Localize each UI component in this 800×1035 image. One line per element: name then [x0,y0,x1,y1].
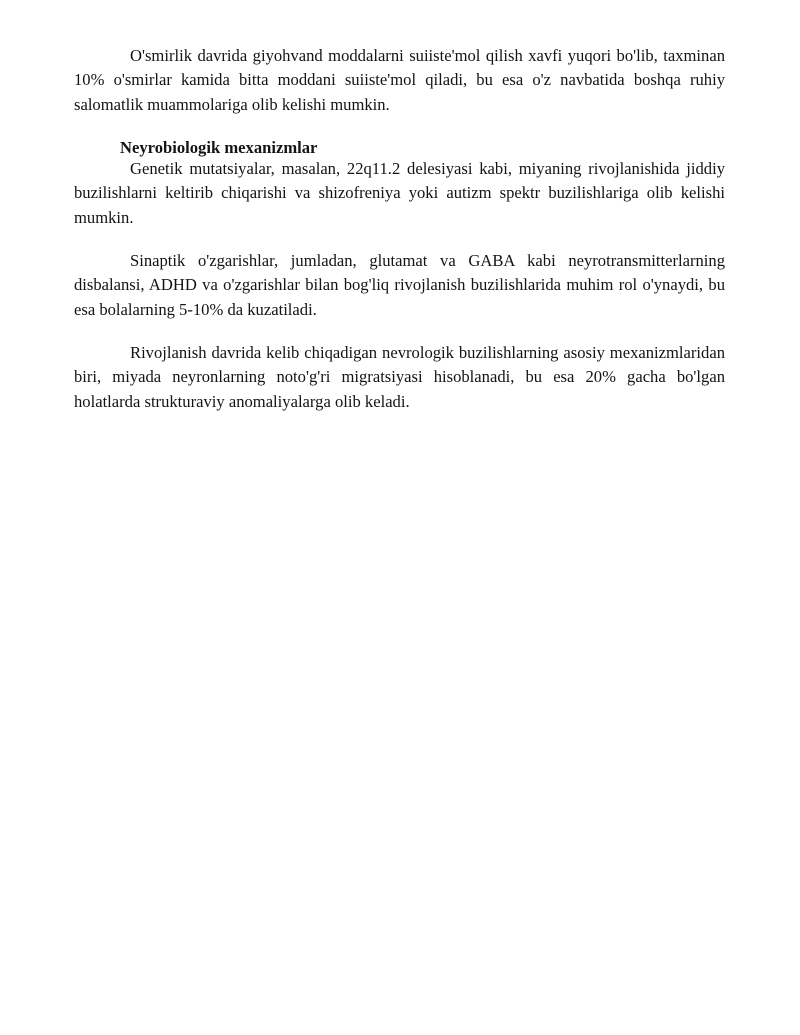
paragraph-substance-abuse: O'smirlik davrida giyohvand moddalarni suiiste'mol qilish xavfi yuqori bo'lib, taxminan 10% o'smirlar kamida bitta moddani suiiste'mol qiladi, bu esa o'z navbatida boshqa ruhiy salomatlik muammolariga olib kelishi mumkin. [74,46,725,114]
paragraph-synaptic-changes: Sinaptik o'zgarishlar, jumladan, glutamat va GABA kabi neyrotransmitterlarning disbalansi, ADHD va o'zgarishlar bilan bog'liq rivojlanish buzilishlarida muhim rol o'ynaydi, bu esa bolalarning 5-10% da kuzatiladi. [74,251,725,319]
paragraph-neuronal-migration: Rivojlanish davrida kelib chiqadigan nevrologik buzilishlarning asosiy mexanizmlaridan biri, miyada neyronlarning noto'g'ri migratsiyasi hisoblanadi, bu esa 20% gacha bo'lgan holatlarda strukturaviy anomaliyalarga olib keladi. [74,342,725,411]
document-body [74,44,725,414]
paragraph-genetic-mutations: Genetik mutatsiyalar, masalan, 22q11.2 delesiyasi kabi, miyaning rivojlanishida jiddiy buzilishlarni keltirib chiqarishi va shizofreniya yoki autizm spektr buzilishlariga olib kelishi mumkin. [74,159,725,227]
section-heading: Neyrobiologik mexanizmlar [120,137,318,157]
